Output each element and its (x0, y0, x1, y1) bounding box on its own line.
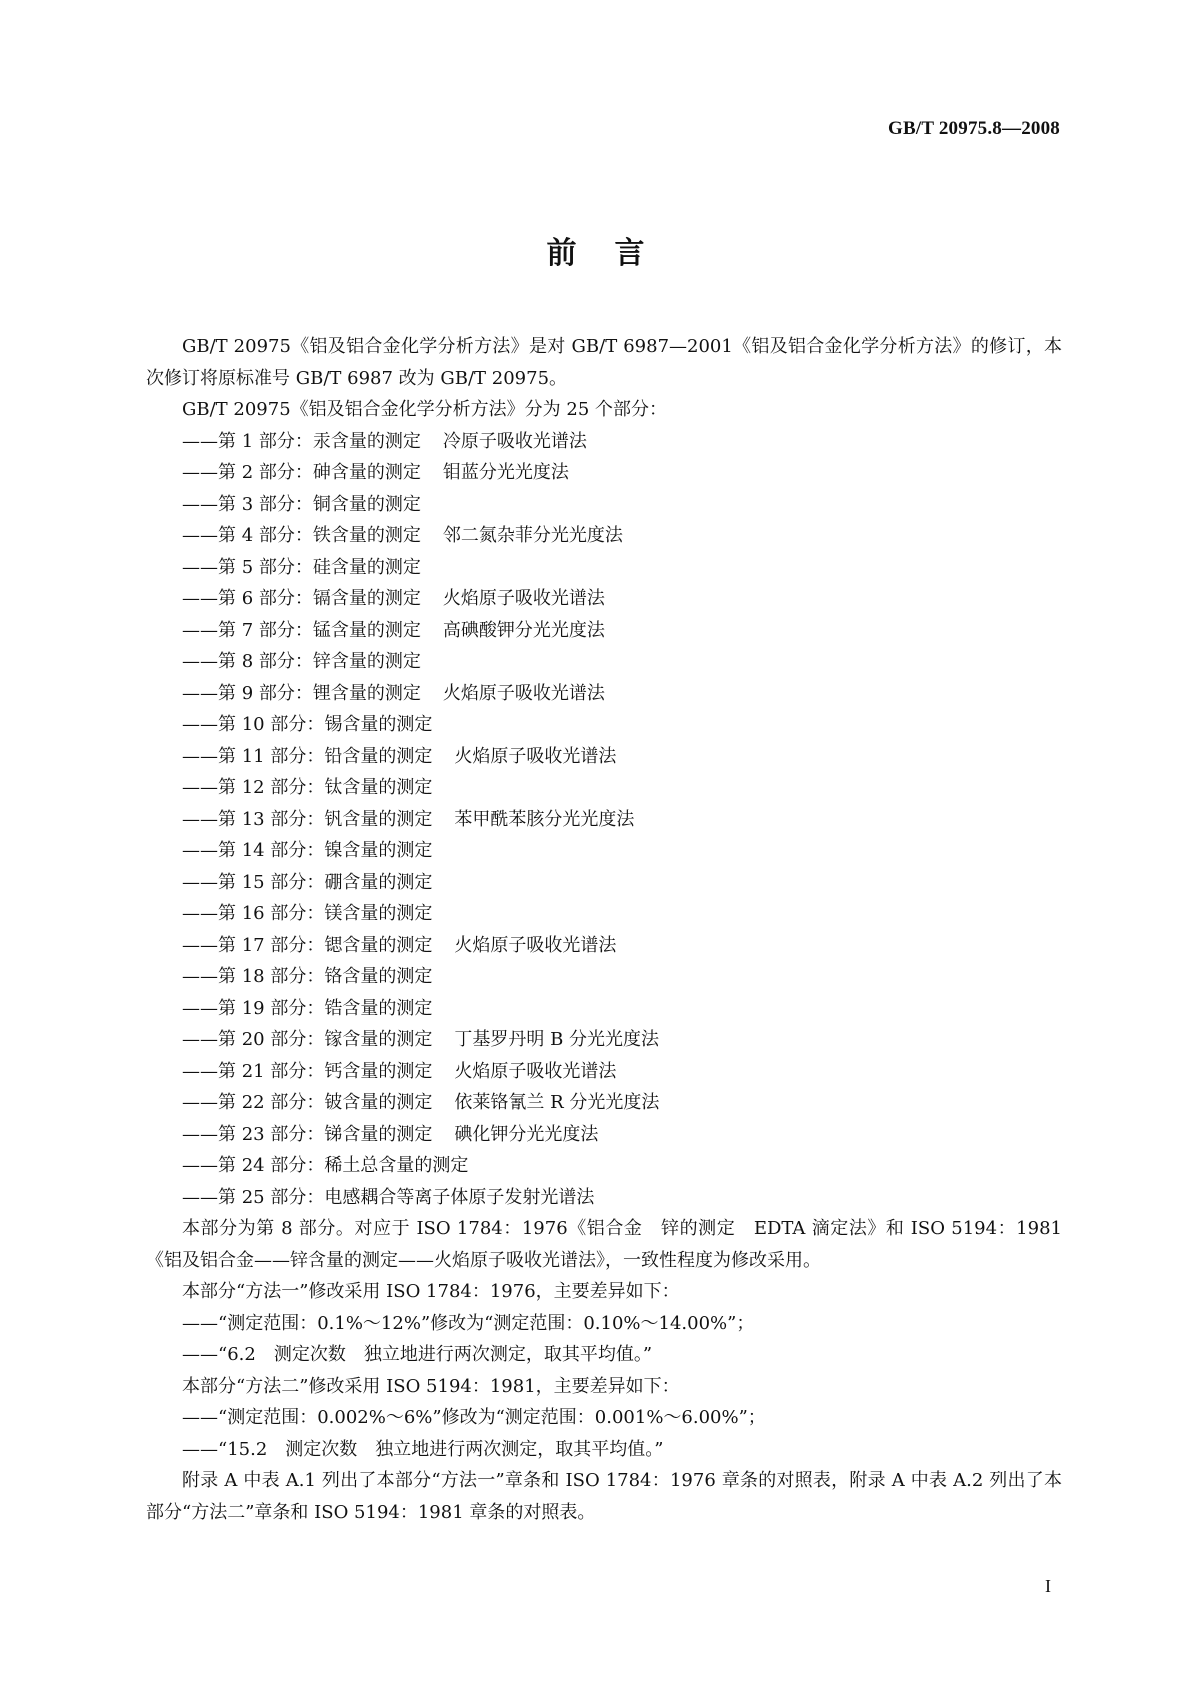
list-item (146, 1024, 1062, 1056)
part-label: ——第 25 部分：电感耦合等离子体原子发射光谱法 (182, 1186, 595, 1208)
part-method: 火焰原子吸收光谱法 (454, 1060, 617, 1082)
list-item (146, 961, 1062, 993)
method1-intro: 本部分“方法一”修改采用 ISO 1784：1976，主要差异如下： (182, 1281, 680, 1302)
part-label: ——第 14 部分：镍含量的测定 (182, 840, 433, 861)
part-label: ——第 15 部分：硼含量的测定 (182, 871, 433, 893)
list-item (146, 426, 1062, 458)
standard-code: GB/T 20975.8—2008 (888, 118, 1060, 139)
annex-note-paragraph: 附录 A 中表 A.1 列出了本部分“方法一”章条和 ISO 1784：1976 章条的对照表，附录 A 中表 A.2 列出了本部分“方法二”章条和 ISO 5194：1981 章条的对照表。 (146, 1470, 1062, 1523)
part-label: ——第 6 部分：镉含量的测定 (182, 588, 421, 609)
list-item (146, 520, 1062, 552)
list-item (146, 1182, 1062, 1214)
parts-intro-paragraph: GB/T 20975《铝及铝合金化学分析方法》分为 25 个部分： (182, 399, 668, 420)
method1-diff: ——“6.2 测定次数 独立地进行两次测定，取其平均值。” (182, 1344, 653, 1365)
part-method: 高碘酸钾分光光度法 (442, 619, 605, 641)
correspondence-paragraph: 本部分为第 8 部分。对应于 ISO 1784：1976《铝合金 锌的测定 EDTA 滴定法》和 ISO 5194：1981《铝及铝合金——锌含量的测定——火焰原子吸收光谱法》，一致性程度为修改采用。 (146, 1218, 1062, 1271)
list-item (146, 993, 1062, 1025)
part-label: ——第 1 部分：汞含量的测定 (182, 430, 421, 452)
list-item (146, 898, 1062, 930)
part-label: ——第 24 部分：稀土总含量的测定 (182, 1155, 469, 1176)
list-item (146, 678, 1062, 710)
part-label: ——第 5 部分：硅含量的测定 (182, 556, 421, 578)
method2-diff: ——“15.2 测定次数 独立地进行两次测定，取其平均值。” (182, 1438, 664, 1460)
list-item (146, 772, 1062, 804)
part-method: 冷原子吸收光谱法 (442, 430, 587, 452)
parts-list (146, 426, 1062, 1214)
list-item (146, 835, 1062, 867)
part-method: 丁基罗丹明 B 分光光度法 (454, 1029, 660, 1050)
part-label: ——第 23 部分：锑含量的测定 (182, 1123, 433, 1145)
list-item (146, 867, 1062, 899)
part-label: ——第 11 部分：铅含量的测定 (182, 745, 433, 767)
list-item (146, 489, 1062, 521)
part-method: 火焰原子吸收光谱法 (442, 588, 605, 609)
part-label: ——第 16 部分：镁含量的测定 (182, 903, 433, 924)
part-label: ——第 3 部分：铜含量的测定 (182, 493, 421, 515)
part-method: 火焰原子吸收光谱法 (442, 682, 605, 704)
part-label: ——第 12 部分：钛含量的测定 (182, 777, 433, 798)
part-label: ——第 19 部分：锆含量的测定 (182, 997, 433, 1019)
list-item (146, 804, 1062, 836)
foreword-body (146, 331, 1062, 1528)
part-label: ——第 9 部分：锂含量的测定 (182, 682, 421, 704)
part-label: ——第 22 部分：铍含量的测定 (182, 1092, 433, 1113)
list-item (146, 457, 1062, 489)
part-method: 依莱铬氰兰 R 分光光度法 (454, 1092, 660, 1113)
part-method: 邻二氮杂菲分光光度法 (442, 525, 623, 546)
part-label: ——第 13 部分：钒含量的测定 (182, 808, 433, 830)
list-item (146, 1087, 1062, 1119)
intro-paragraph: GB/T 20975《铝及铝合金化学分析方法》是对 GB/T 6987—2001《铝及铝合金化学分析方法》的修订，本次修订将原标准号 GB/T 6987 改为 GB/T 20975。 (146, 336, 1062, 389)
list-item (146, 1119, 1062, 1151)
list-item (146, 709, 1062, 741)
list-item (146, 741, 1062, 773)
list-item (146, 1056, 1062, 1088)
list-item (146, 930, 1062, 962)
part-method: 钼蓝分光光度法 (442, 462, 569, 483)
method2-diff: ——“测定范围：0.002%～6%”修改为“测定范围：0.001%～6.00%”； (182, 1407, 766, 1428)
list-item (146, 583, 1062, 615)
list-item (146, 646, 1062, 678)
list-item (146, 615, 1062, 647)
page-title: 前言 (546, 236, 683, 271)
part-label: ——第 20 部分：镓含量的测定 (182, 1029, 433, 1050)
method2-intro: 本部分“方法二”修改采用 ISO 5194：1981，主要差异如下： (182, 1375, 680, 1397)
part-method: 火焰原子吸收光谱法 (454, 934, 617, 956)
part-label: ——第 8 部分：锌含量的测定 (182, 651, 421, 672)
list-item (146, 1150, 1062, 1182)
part-label: ——第 10 部分：锡含量的测定 (182, 714, 433, 735)
part-label: ——第 21 部分：钙含量的测定 (182, 1060, 433, 1082)
part-label: ——第 7 部分：锰含量的测定 (182, 619, 421, 641)
method1-diff: ——“测定范围：0.1%～12%”修改为“测定范围：0.10%～14.00%”； (182, 1312, 755, 1334)
part-method: 火焰原子吸收光谱法 (454, 745, 617, 767)
part-label: ——第 2 部分：砷含量的测定 (182, 462, 421, 483)
page-number: I (1045, 1576, 1051, 1596)
part-label: ——第 18 部分：铬含量的测定 (182, 966, 433, 987)
part-label: ——第 17 部分：锶含量的测定 (182, 934, 433, 956)
part-label: ——第 4 部分：铁含量的测定 (182, 525, 421, 546)
list-item (146, 552, 1062, 584)
part-method: 苯甲酰苯胲分光光度法 (454, 808, 635, 830)
part-method: 碘化钾分光光度法 (454, 1123, 599, 1145)
